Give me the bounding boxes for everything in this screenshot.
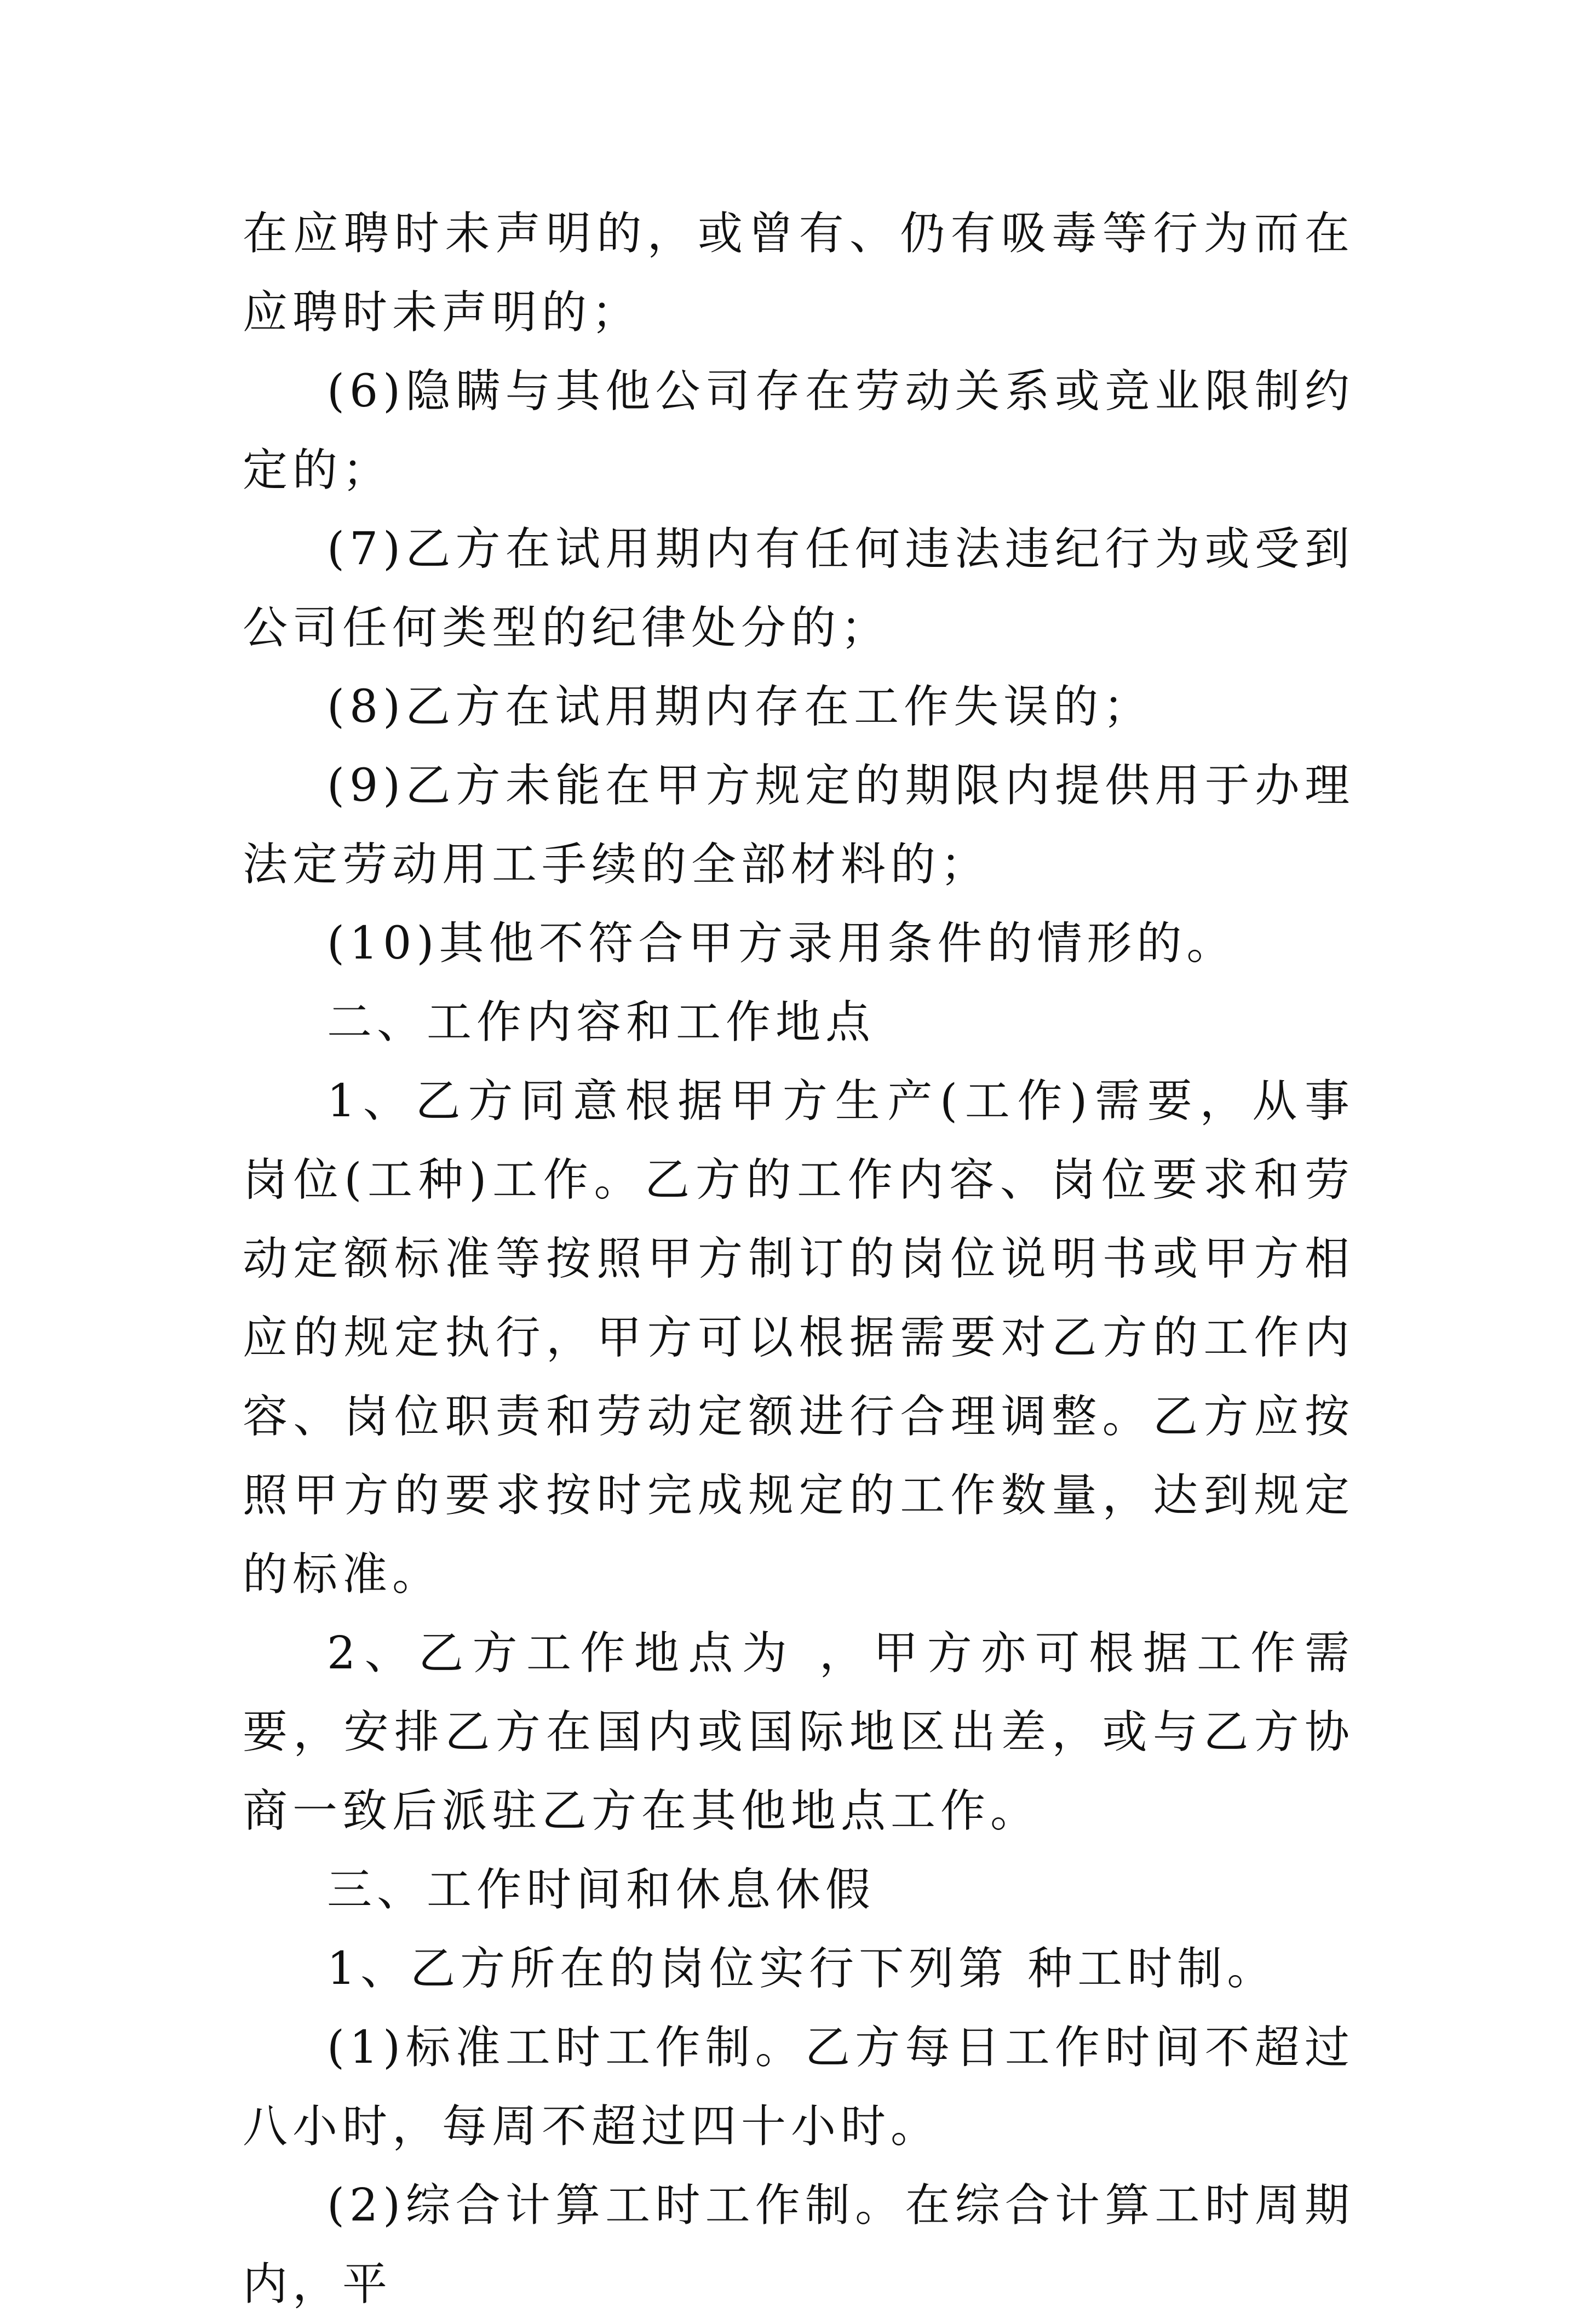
paragraph: (6)隐瞒与其他公司存在劳动关系或竞业限制约定的；: [243, 365, 1354, 496]
document-body: [243, 194, 1354, 2324]
section-heading: 三、工作时间和休息休假: [327, 1864, 876, 1916]
section-heading: 二、工作内容和工作地点: [327, 996, 876, 1048]
paragraph: (9)乙方未能在甲方规定的期限内提供用于办理法定劳动用工手续的全部材料的；: [243, 760, 1354, 891]
paragraph: (7)乙方在试用期内有任何违法违纪行为或受到公司任何类型的纪律处分的；: [243, 523, 1354, 654]
paragraph: 1、乙方所在的岗位实行下列第 种工时制。: [327, 1943, 1277, 1995]
paragraph: 2、乙方工作地点为 ，甲方亦可根据工作需要，安排乙方在国内或国际地区出差，或与乙方协商一致后派驻乙方在其他地点工作。: [243, 1627, 1354, 1837]
paragraph: (8)乙方在试用期内存在工作失误的；: [327, 681, 1153, 733]
paragraph: (1)标准工时工作制。乙方每日工作时间不超过八小时，每周不超过四十小时。: [243, 2022, 1354, 2153]
paragraph: (10)其他不符合甲方录用条件的情形的。: [327, 917, 1237, 969]
paragraph: (2)综合计算工时工作制。在综合计算工时周期内，平: [243, 2179, 1354, 2310]
paragraph: 在应聘时未声明的，或曾有、仍有吸毒等行为而在应聘时未声明的；: [243, 208, 1354, 338]
paragraph: 1、乙方同意根据甲方生产(工作)需要，从事 岗位(工种)工作。乙方的工作内容、岗位要求和劳动定额标准等按照甲方制订的岗位说明书或甲方相应的规定执行，甲方可以根据需要对乙方的工作内容、岗位职责和劳动定额进行合理调整。乙方应按照甲方的要求按时完成规定的工作数量，达到规定的标准。: [243, 1075, 1354, 1600]
